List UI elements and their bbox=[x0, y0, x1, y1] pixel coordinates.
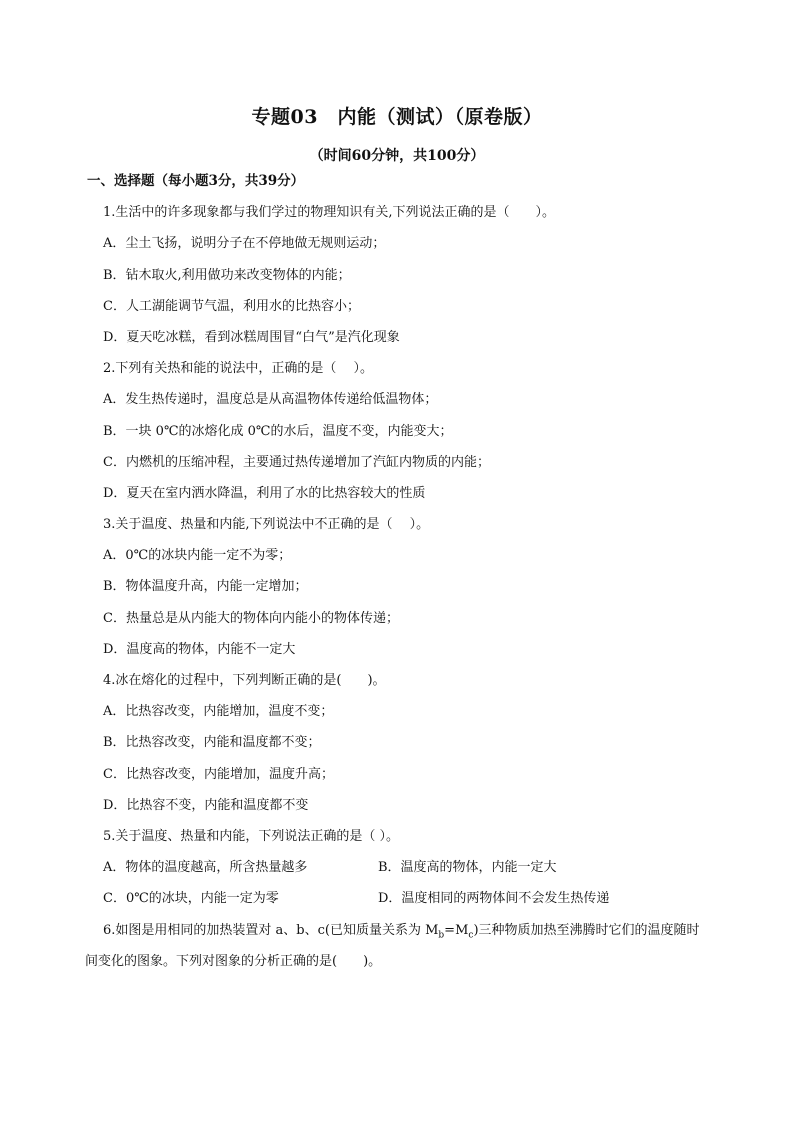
page-title: 专题03 内能（测试）（原卷版） bbox=[251, 106, 543, 128]
question-5-stem: 5.关于温度、热量和内能，下列说法正确的是（ ）。 bbox=[103, 828, 400, 844]
question-5-option-b: B．温度高的物体，内能一定大 bbox=[378, 860, 557, 876]
question-2-option-d: D．夏天在室内洒水降温，利用了水的比热容较大的性质 bbox=[103, 485, 426, 501]
question-4-option-b: B．比热容改变，内能和温度都不变； bbox=[103, 735, 321, 751]
question-2-option-b: B．一块 0℃的冰熔化成 0℃的水后，温度不变，内能变大； bbox=[103, 423, 453, 439]
question-1-option-c: C．人工湖能调节气温，利用水的比热容小； bbox=[103, 298, 360, 314]
question-4-option-a: A．比热容改变，内能增加，温度不变； bbox=[103, 704, 334, 720]
question-6-subscript-c: c bbox=[468, 930, 474, 941]
question-6-stem-line-2: 间变化的图象。下列对图象的分析正确的是( )。 bbox=[85, 953, 382, 969]
question-5-option-d: D．温度相同的两物体间不会发生热传递 bbox=[378, 891, 610, 907]
question-5-option-c: C．0℃的冰块，内能一定为零 bbox=[103, 891, 279, 907]
question-2-stem: 2.下列有关热和能的说法中，正确的是（ ）。 bbox=[103, 361, 374, 377]
question-2-option-c: C．内燃机的压缩冲程，主要通过热传递增加了汽缸内物质的内能； bbox=[103, 454, 490, 470]
question-3-option-b: B．物体温度升高，内能一定增加； bbox=[103, 579, 308, 595]
question-3-option-c: C．热量总是从内能大的物体向内能小的物体传递； bbox=[103, 610, 399, 626]
question-5-option-a: A．物体的温度越高，所含热量越多 bbox=[103, 860, 308, 876]
question-3-option-d: D．温度高的物体，内能不一定大 bbox=[103, 641, 296, 657]
question-5-options-row-1 bbox=[103, 860, 733, 875]
question-4-option-d: D．比热容不变，内能和温度都不变 bbox=[103, 797, 309, 813]
exam-content bbox=[85, 173, 733, 985]
question-6-subscript-b: b bbox=[438, 930, 445, 941]
question-3-option-a: A．0℃的冰块内能一定不为零； bbox=[103, 548, 292, 564]
question-3-stem: 3.关于温度、热量和内能,下列说法中不正确的是（ ）。 bbox=[103, 517, 430, 533]
question-1-stem: 1.生活中的许多现象都与我们学过的物理知识有关,下列说法正确的是（ ）。 bbox=[103, 205, 556, 221]
question-1-option-d: D．夏天吃冰糕，看到冰糕周围冒“白气”是汽化现象 bbox=[103, 329, 400, 345]
question-6-stem-line-1 bbox=[103, 922, 733, 941]
question-1-option-b: B．钻木取火,利用做功来改变物体的内能； bbox=[103, 267, 351, 283]
question-6-stem-eq: =M bbox=[444, 922, 469, 938]
section-heading: 一、选择题（每小题3分，共39分） bbox=[87, 173, 305, 189]
question-4-option-c: C．比热容改变，内能增加，温度升高； bbox=[103, 766, 334, 782]
question-5-options-row-2 bbox=[103, 891, 733, 906]
question-1-option-a: A．尘土飞扬，说明分子在不停地做无规则运动； bbox=[103, 236, 386, 252]
time-score-note: （时间60分钟，共100分） bbox=[309, 148, 485, 164]
question-6-stem-text-a: 6.如图是用相同的加热装置对 a、b、c(已知质量关系为 M bbox=[103, 922, 439, 938]
question-6-stem-text-b: )三种物质加热至沸腾时它们的温度随时 bbox=[473, 922, 700, 938]
question-2-option-a: A．发生热传递时，温度总是从高温物体传递给低温物体； bbox=[103, 392, 438, 408]
question-4-stem: 4.冰在熔化的过程中，下列判断正确的是( )。 bbox=[103, 673, 386, 688]
